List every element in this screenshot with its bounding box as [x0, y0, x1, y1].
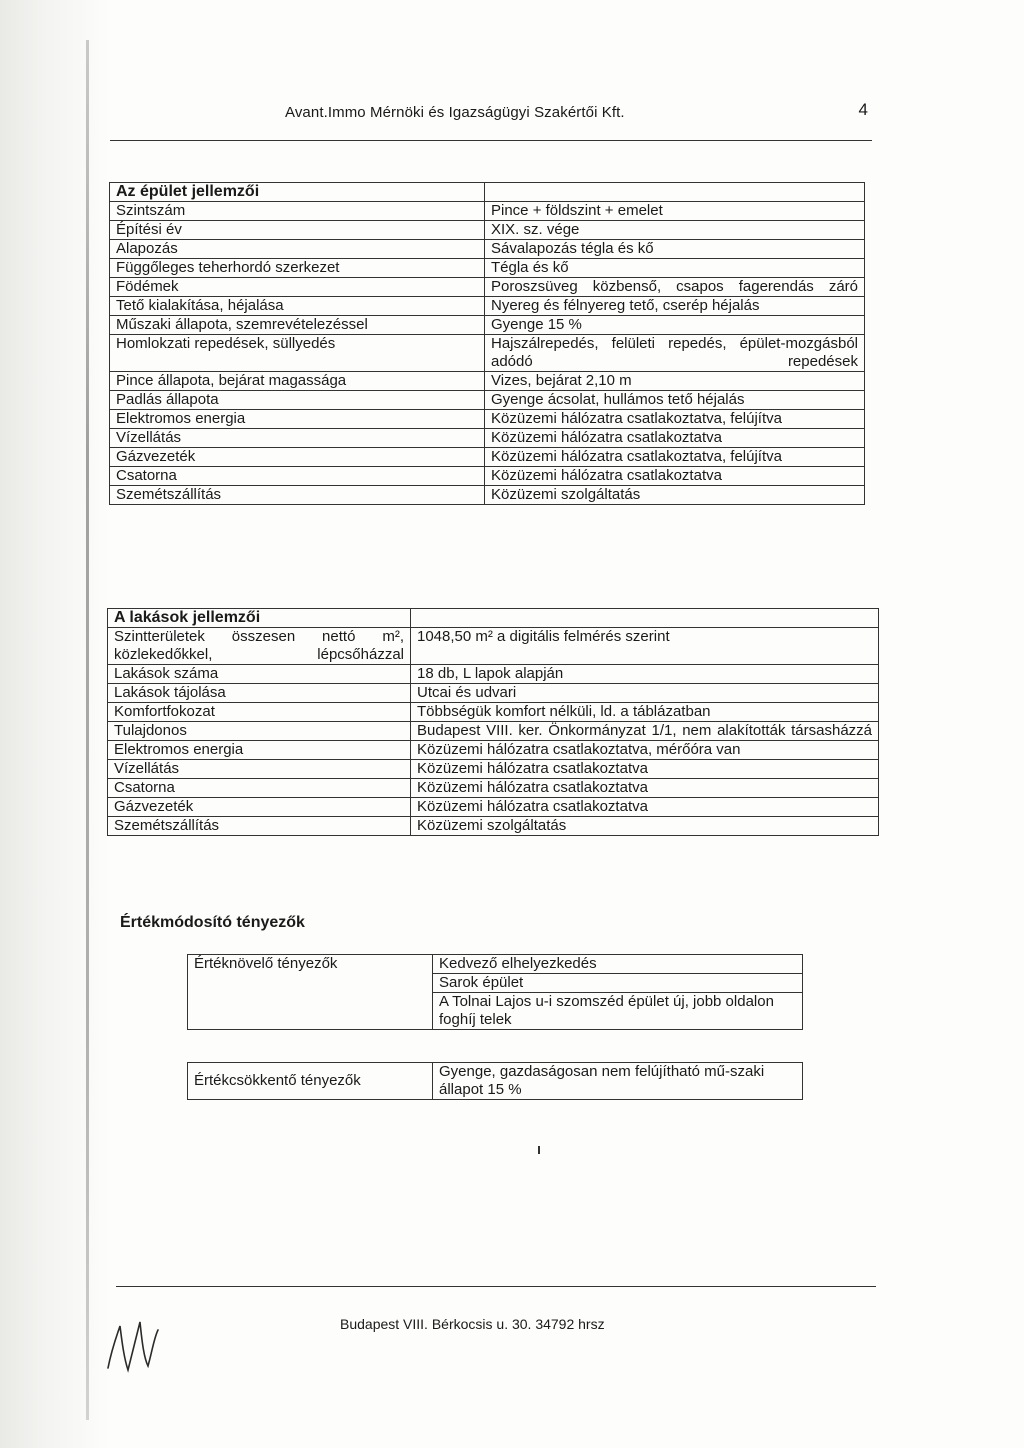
- empty-cell: [411, 609, 879, 628]
- row-value: Sávalapozás tégla és kő: [485, 240, 865, 259]
- row-label: Lakások száma: [108, 665, 411, 684]
- stray-mark: [538, 1146, 540, 1154]
- row-value: A Tolnai Lajos u-i szomszéd épület új, jobb oldalon foghíj telek: [433, 993, 803, 1030]
- row-value: 1048,50 m² a digitális felmérés szerint: [411, 628, 879, 665]
- row-label: Elektromos energia: [108, 741, 411, 760]
- row-value: Közüzemi hálózatra csatlakoztatva, felújítva: [485, 448, 865, 467]
- table-header-row: [108, 609, 879, 628]
- table-row: [188, 955, 803, 974]
- row-value: Vizes, bejárat 2,10 m: [485, 372, 865, 391]
- row-value: 18 db, L lapok alapján: [411, 665, 879, 684]
- row-value: Gyenge ácsolat, hullámos tető héjalás: [485, 391, 865, 410]
- table-row: [110, 429, 865, 448]
- table-row: [110, 221, 865, 240]
- row-value: Poroszsüveg közbenső, csapos fagerendás záró: [485, 278, 865, 297]
- table-row: [110, 410, 865, 429]
- table-row: [108, 703, 879, 722]
- apartments-table: [107, 608, 879, 836]
- row-label: Függőleges teherhordó szerkezet: [110, 259, 485, 278]
- row-label: Alapozás: [110, 240, 485, 259]
- row-value: Pince + földszint + emelet: [485, 202, 865, 221]
- row-value: Gyenge, gazdaságosan nem felújítható mű-szaki állapot 15 %: [433, 1063, 803, 1100]
- apartments-heading: A lakások jellemzői: [108, 609, 411, 628]
- table-row: [108, 779, 879, 798]
- table-row: [108, 817, 879, 836]
- table-row: [110, 391, 865, 410]
- table-row: [110, 202, 865, 221]
- row-value: Közüzemi hálózatra csatlakoztatva: [411, 798, 879, 817]
- row-label: Műszaki állapota, szemrevételezéssel: [110, 316, 485, 335]
- table-row: [110, 486, 865, 505]
- table-row: [110, 240, 865, 259]
- row-value: Kedvező elhelyezkedés: [433, 955, 803, 974]
- row-label: Tető kialakítása, héjalása: [110, 297, 485, 316]
- row-label: Vízellátás: [108, 760, 411, 779]
- value-decreasing-table: [187, 1062, 803, 1100]
- page-number: 4: [858, 100, 868, 119]
- signature-initials-icon: [98, 1308, 168, 1388]
- table-row: [110, 335, 865, 372]
- row-label: Elektromos energia: [110, 410, 485, 429]
- row-label: Értékcsökkentő tényezők: [188, 1063, 433, 1100]
- row-label: Homlokzati repedések, süllyedés: [110, 335, 485, 372]
- table-row: [110, 297, 865, 316]
- row-label: Szintterületek összesen nettó m², közlekedőkkel, lépcsőházzal: [108, 628, 411, 665]
- row-label: Vízellátás: [110, 429, 485, 448]
- row-value: Utcai és udvari: [411, 684, 879, 703]
- table-row: [108, 798, 879, 817]
- row-value: XIX. sz. vége: [485, 221, 865, 240]
- row-value: Közüzemi hálózatra csatlakoztatva, mérőóra van: [411, 741, 879, 760]
- row-value: Közüzemi hálózatra csatlakoztatva, felújítva: [485, 410, 865, 429]
- row-label: Gázvezeték: [108, 798, 411, 817]
- table-row: [110, 372, 865, 391]
- row-label: Szintszám: [110, 202, 485, 221]
- table-row: [108, 665, 879, 684]
- row-label: Szemétszállítás: [108, 817, 411, 836]
- row-label: Építési év: [110, 221, 485, 240]
- table-row: [108, 628, 879, 665]
- row-label: Födémek: [110, 278, 485, 297]
- building-heading: Az épület jellemzői: [110, 183, 485, 202]
- table-row: [110, 448, 865, 467]
- table-row: [110, 467, 865, 486]
- empty-cell: [485, 183, 865, 202]
- company-name: Avant.Immo Mérnöki és Igazságügyi Szakértői Kft.: [285, 104, 625, 121]
- row-value: Gyenge 15 %: [485, 316, 865, 335]
- row-label: Lakások tájolása: [108, 684, 411, 703]
- table-row: [108, 741, 879, 760]
- table-header-row: [110, 183, 865, 202]
- table-row: [188, 1063, 803, 1100]
- row-label: Szemétszállítás: [110, 486, 485, 505]
- row-label: Gázvezeték: [110, 448, 485, 467]
- table-row: [108, 722, 879, 741]
- row-value: Tégla és kő: [485, 259, 865, 278]
- scan-shadow: [0, 0, 110, 1448]
- row-label: Csatorna: [110, 467, 485, 486]
- table-row: [110, 316, 865, 335]
- row-value: Budapest VIII. ker. Önkormányzat 1/1, nem alakították társasházzá: [411, 722, 879, 741]
- footer-divider: [116, 1286, 876, 1287]
- row-value: Közüzemi szolgáltatás: [411, 817, 879, 836]
- table-row: [108, 684, 879, 703]
- row-value: Közüzemi hálózatra csatlakoztatva: [411, 779, 879, 798]
- scan-fold-line: [86, 40, 89, 1420]
- row-value: Közüzemi szolgáltatás: [485, 486, 865, 505]
- row-value: Sarok épület: [433, 974, 803, 993]
- building-characteristics-table: [109, 182, 865, 505]
- table-row: [110, 278, 865, 297]
- table-row: [110, 259, 865, 278]
- row-value: Többségük komfort nélküli, ld. a táblázatban: [411, 703, 879, 722]
- row-value: Közüzemi hálózatra csatlakoztatva: [485, 429, 865, 448]
- row-label: Padlás állapota: [110, 391, 485, 410]
- footer-address: Budapest VIII. Bérkocsis u. 30. 34792 hrsz: [340, 1316, 605, 1332]
- row-label: Csatorna: [108, 779, 411, 798]
- row-value: Közüzemi hálózatra csatlakoztatva: [411, 760, 879, 779]
- row-label: Értéknövelő tényezők: [188, 955, 433, 1030]
- row-label: Tulajdonos: [108, 722, 411, 741]
- table-row: [108, 760, 879, 779]
- page-header: [110, 100, 872, 141]
- row-value: Hajszálrepedés, felületi repedés, épület-mozgásból adódó repedések: [485, 335, 865, 372]
- row-value: Közüzemi hálózatra csatlakoztatva: [485, 467, 865, 486]
- value-increasing-table: [187, 954, 803, 1030]
- row-value: Nyereg és félnyereg tető, cserép héjalás: [485, 297, 865, 316]
- row-label: Pince állapota, bejárat magassága: [110, 372, 485, 391]
- row-label: Komfortfokozat: [108, 703, 411, 722]
- value-factors-heading: Értékmódosító tényezők: [120, 914, 305, 931]
